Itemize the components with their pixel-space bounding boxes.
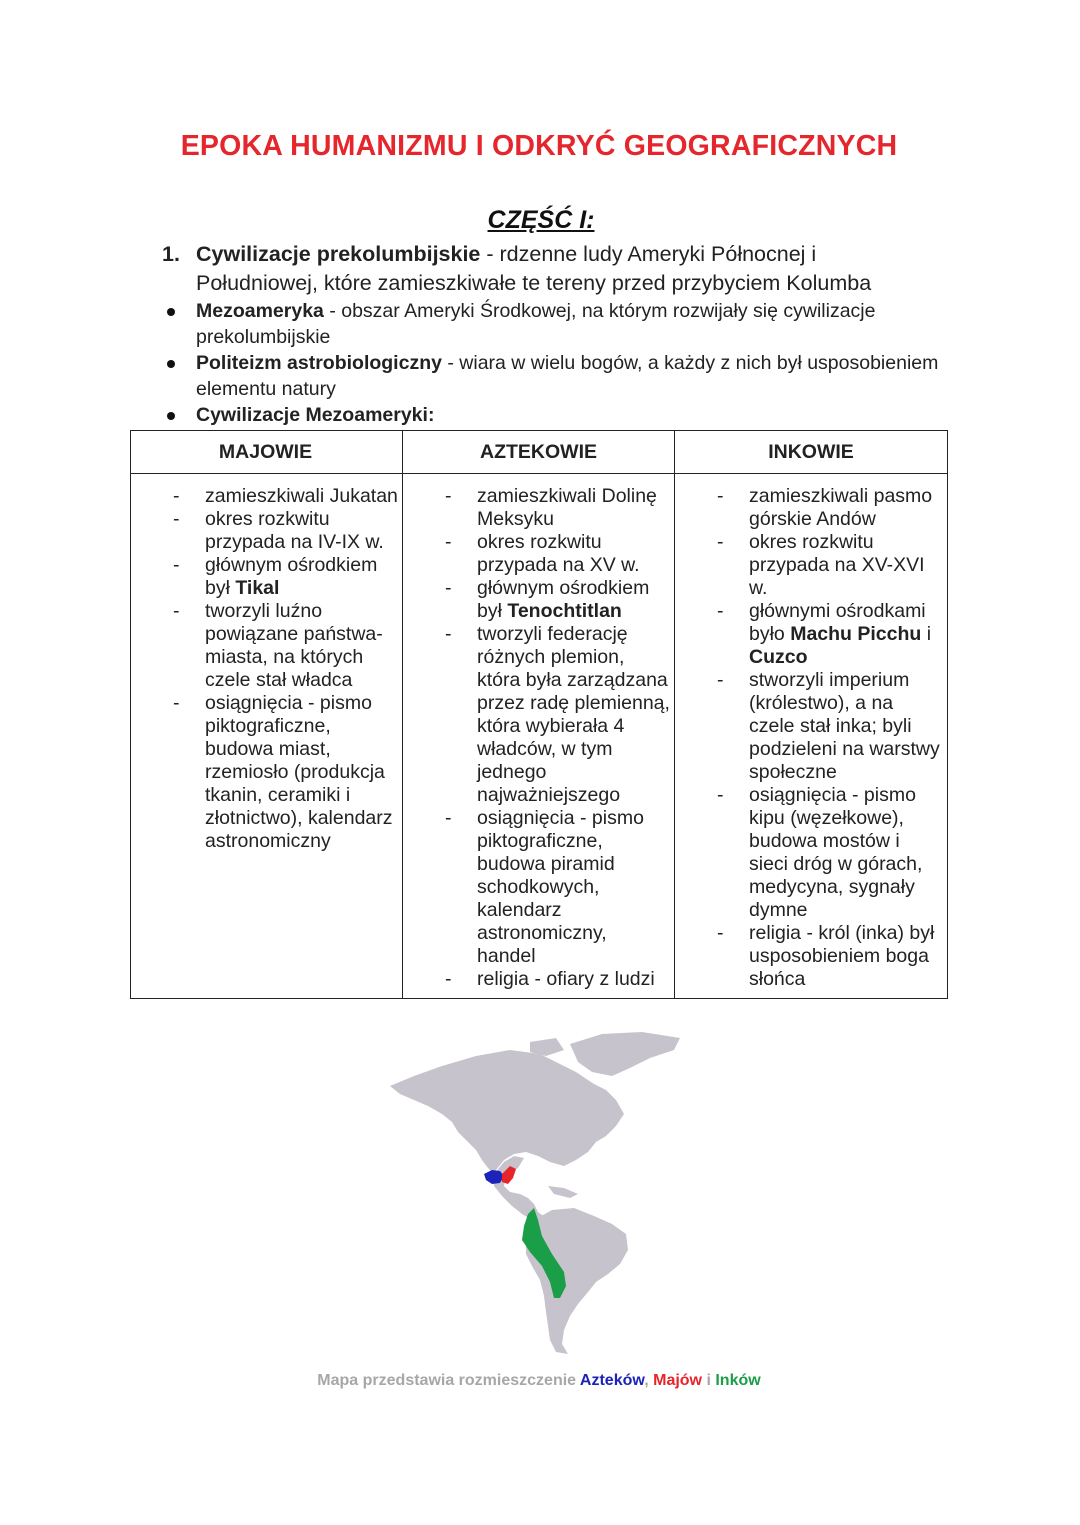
text-segment: zamieszkiwali Jukatan [205, 485, 398, 507]
text-segment: tworzyli luźno powiązane państwa-miasta, na których czele stał władca [205, 600, 383, 691]
header-aztekowie: AZTEKOWIE [403, 431, 675, 474]
text-segment: osiągnięcia - pismo kipu (węzełkowe), budowa mostów i sieci dróg w górach, medycyna, sygnały dymne [749, 784, 923, 921]
text-segment: zamieszkiwali Dolinę Meksyku [477, 485, 657, 530]
caption-incas: Inków [715, 1372, 761, 1389]
definition-term: Cywilizacje prekolumbijskie [196, 242, 481, 266]
text-segment: osiągnięcia - pismo piktograficzne, budowa piramid schodkowych, kalendarz astronomiczny, handel [477, 807, 644, 967]
table-header-row [131, 431, 948, 474]
caribbean-islands-shape [548, 1186, 578, 1198]
column-inkowie [675, 474, 948, 999]
text-segment: religia - ofiary z ludzi [477, 968, 655, 990]
aztekowie-list [407, 485, 670, 991]
table-row [131, 474, 948, 999]
caption-prefix: Mapa przedstawia rozmieszczenie [317, 1372, 580, 1389]
list-item [135, 600, 398, 692]
bullet-item [162, 298, 942, 350]
text-segment: zamieszkiwali pasmo górskie Andów [749, 485, 933, 530]
text-segment: religia - król (inka) był usposobieniem boga słońca [749, 922, 935, 990]
list-item [135, 485, 398, 508]
text-segment: głównym ośrodkiem był [205, 554, 378, 599]
caption-conjunction: i [702, 1372, 716, 1389]
text-segment: okres rozkwitu przypada na XV-XVI w. [749, 531, 925, 599]
text-segment: stworzyli imperium (królestwo), a na czele stał inka; byli podzieleni na warstwy społeczne [749, 669, 940, 783]
bullet-dot-icon [167, 360, 175, 368]
list-item [679, 531, 943, 600]
list-item [679, 669, 943, 784]
list-item [407, 623, 670, 807]
definition-body: - rdzenne ludy Ameryki Północnej i Południowej, które zamieszkiwałe te tereny przed przybyciem Kolumba [196, 242, 872, 295]
list-item [135, 692, 398, 853]
map-caption [0, 1372, 1078, 1390]
bullet-dot-icon [167, 308, 175, 316]
bullet-list [162, 298, 942, 428]
bullet-term: Cywilizacje Mezoameryki: [196, 404, 435, 426]
header-inkowie: INKOWIE [675, 431, 948, 474]
column-aztekowie [403, 474, 675, 999]
land-masses [390, 1032, 680, 1354]
bullet-item [162, 350, 942, 402]
bullet-dot-icon [167, 412, 175, 420]
text-segment: i [921, 623, 932, 645]
text-segment: okres rozkwitu przypada na IV-IX w. [205, 508, 384, 553]
list-item [679, 922, 943, 991]
list-item [407, 485, 670, 531]
bullet-term: Politeizm astrobiologiczny [196, 352, 442, 374]
majowie-list [135, 485, 398, 853]
list-item [135, 508, 398, 554]
text-segment: okres rozkwitu przypada na XV w. [477, 531, 640, 576]
numbered-definition [162, 240, 942, 298]
text-segment: osiągnięcia - pismo piktograficzne, budowa miast, rzemiosło (produkcja tkanin, ceramiki i złotnictwo), kalendarz astronomiczny [205, 692, 393, 852]
inkowie-list [679, 485, 943, 991]
header-majowie: MAJOWIE [131, 431, 403, 474]
list-item [407, 577, 670, 623]
bullet-term: Mezoameryka [196, 300, 324, 322]
arctic-island-shape [530, 1038, 564, 1056]
south-america-shape [526, 1208, 628, 1354]
bold-text: Tikal [235, 577, 280, 599]
text-segment: głównymi ośrodkami było [749, 600, 926, 645]
bold-text: Tenochtitlan [507, 600, 622, 622]
bullet-item [162, 402, 942, 428]
list-item [679, 485, 943, 531]
list-item [407, 531, 670, 577]
caption-mayas: Majów [653, 1372, 702, 1389]
part-heading: CZĘŚĆ I: [487, 206, 595, 234]
list-item [679, 600, 943, 669]
column-majowie [131, 474, 403, 999]
definition-text [196, 240, 942, 298]
list-number: 1. [162, 242, 180, 266]
list-item [679, 784, 943, 922]
bold-text: Cuzco [749, 646, 808, 668]
list-item [135, 554, 398, 600]
civilizations-table [130, 430, 948, 999]
bullet-definition: - wiara w wielu bogów, a każdy z nich był usposobieniem elementu natury [196, 352, 939, 400]
caption-aztecs: Azteków [579, 1372, 645, 1389]
text-segment: tworzyli federację różnych plemion, która była zarządzana przez radę plemienną, która wybierała 4 władców, w tym jednego najważniejszego [477, 623, 670, 806]
list-item [407, 807, 670, 968]
greenland-shape [570, 1032, 680, 1076]
text-segment: głównym ośrodkiem był [477, 577, 650, 622]
bold-text: Machu Picchu [790, 623, 922, 645]
list-item [407, 968, 670, 991]
americas-map [380, 1028, 700, 1358]
bullet-definition: - obszar Ameryki Środkowej, na którym rozwijały się cywilizacje prekolumbijskie [196, 300, 876, 348]
document-title: EPOKA HUMANIZMU I ODKRYĆ GEOGRAFICZNYCH [180, 130, 898, 162]
caption-separator: , [644, 1372, 654, 1389]
